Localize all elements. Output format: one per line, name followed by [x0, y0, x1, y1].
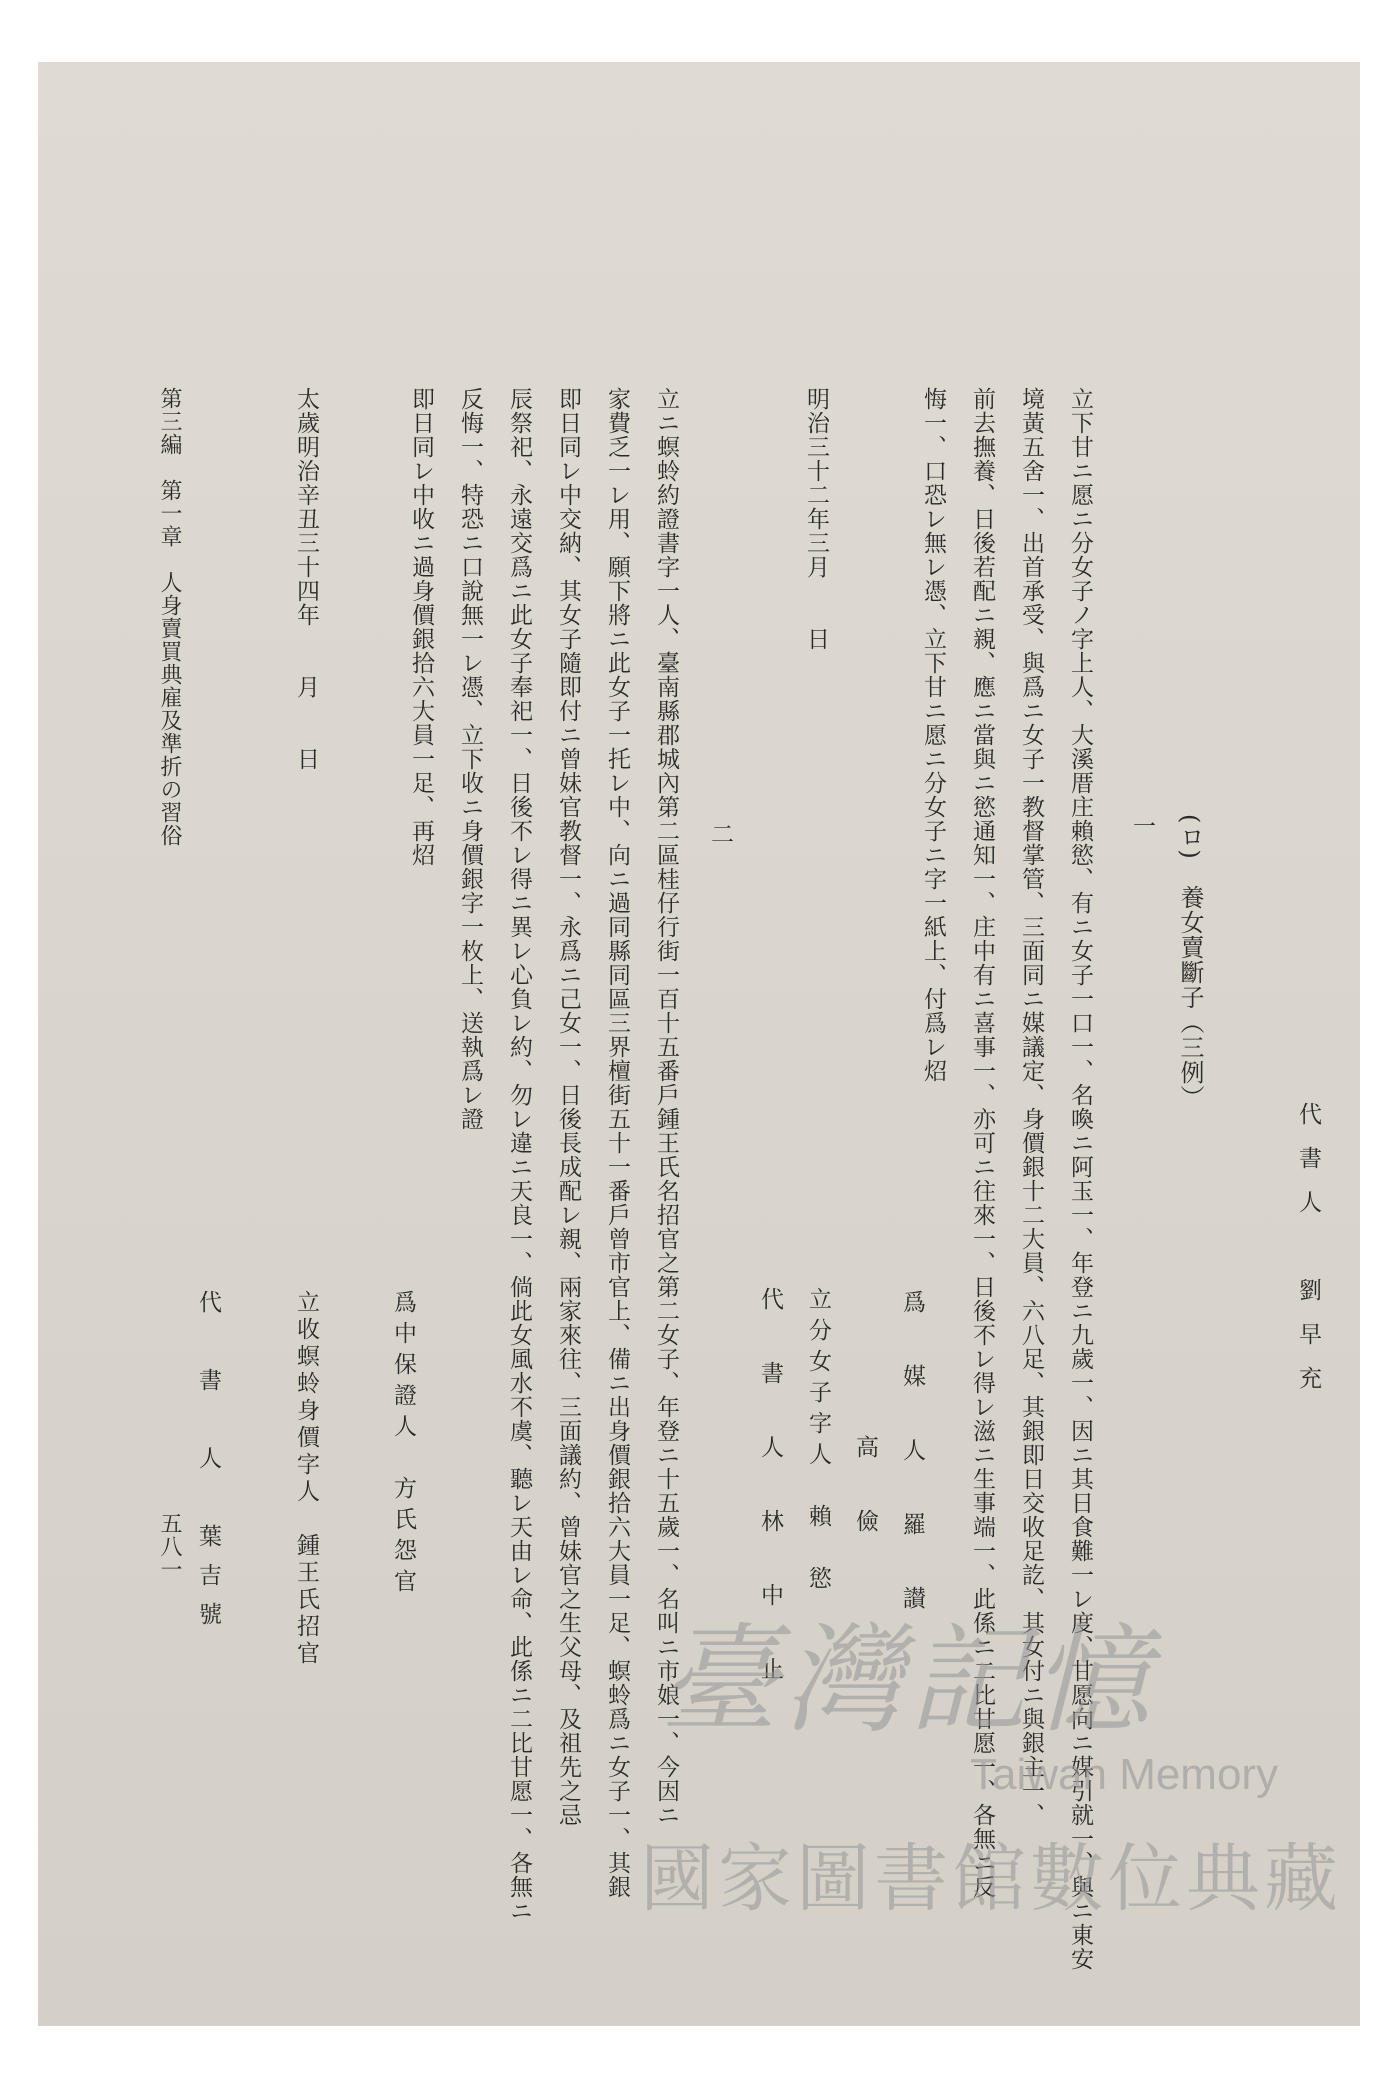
watermark-main: 臺灣記憶: [660, 1611, 1157, 1749]
doc1-body-line-3: 前去撫養、日後若配ニ親、應ニ當與ニ慾通知一、庄中有ニ喜事一、亦可ニ往來一、日後不レ得レ滋ニ生事端一、此係ニ二比甘愿一、各無ニ反: [969, 387, 995, 1899]
doc2-signer-2: 立收螟蛉身價字人 鍾王氏招官: [293, 1290, 319, 1668]
doc2-body-line-6: 即日同レ中收ニ過身價銀拾六大員一足、再炤: [408, 387, 434, 867]
page-number: 五八一: [157, 1512, 182, 1581]
doc1-body-line-4: 悔一、口恐レ無レ憑、立下甘ニ愿ニ分女子ニ字一紙上、付爲レ炤: [920, 387, 946, 1083]
doc2-signer-3: 代 書 人 葉吉號: [195, 1290, 221, 1641]
doc2-signer-1: 爲中保證人 方氏怨官: [390, 1290, 416, 1600]
document-number-1: 一: [1129, 814, 1155, 838]
doc1-signer-3: 立分女子字人 賴 慾: [805, 1287, 831, 1597]
document-page: [38, 62, 1360, 2026]
doc1-signer-1: 爲 媒 人 羅 讃: [899, 1290, 925, 1623]
doc2-date: 太歲明治辛丑三十四年 月 日: [293, 387, 319, 771]
running-head: 第三編 第一章 人身賣買典雇及準折の習俗: [157, 387, 182, 847]
doc2-body-line-1: 立ニ螟蛉約證書字一人、臺南縣郡城內第二區桂仔行街一百十五番戶鍾王氏名招官之第二女子、年登ニ十五歲一、名叫ニ市娘一、今因ニ: [653, 387, 679, 1827]
watermark-english: Taiwan Memory: [970, 1750, 1279, 1799]
doc1-signer-2: 高 儉: [852, 1435, 878, 1546]
watermark-library: 國家圖書館數位典藏: [640, 1836, 1342, 1922]
doc2-body-line-4: 辰祭祀、永遠交爲ニ此女子奉祀一、日後不レ得ニ異レ心負レ約、勿レ違ニ天良一、倘此女風水不虞、聽レ天由レ命、此係ニ二比甘愿一、各無ニ: [506, 387, 532, 1923]
doc2-body-line-5: 反悔一、特恐ニ口說無一レ憑、立下收ニ身價銀字一枚上、送執爲レ證: [457, 387, 483, 1131]
section-heading: (ロ) 養女賣斷子（三例）: [1176, 814, 1204, 1110]
doc1-body-line-2: 境黃五舍一、出首承受、與爲ニ女子一教督掌管、三面同ニ媒議定、身價銀十二大員、六八足、其銀即日交收足訖、其女付ニ與銀主一、: [1018, 387, 1044, 1827]
document-number-2: 二: [707, 822, 733, 846]
doc1-date: 明治三十二年三月 日: [803, 387, 829, 651]
doc1-signer-4: 代 書 人 林 中 止: [757, 1287, 783, 1694]
scribe-line-1: 代書人 劉早充: [1295, 1102, 1321, 1410]
doc2-body-line-3: 即日同レ中交納、其女子隨即付ニ曾妹官教督一、永爲ニ己女一、日後長成配レ親、兩家來往、三面議約、曾妹官之生父母、及祖先之忌: [555, 387, 581, 1827]
doc2-body-line-2: 家費乏一レ用、願下將ニ此女子一托レ中、向ニ過同縣同區三界檀街五十一番戶曾市官上、備ニ出身價銀拾六大員一足、螟蛉爲ニ女子一、其銀: [604, 387, 630, 1899]
doc1-body-line-1: 立下甘ニ愿ニ分女子ノ字上人、大溪厝庄賴慾、有ニ女子一口一、名喚ニ阿玉一、年登ニ九歲一、因ニ其日食難一レ度、甘愿向ニ媒引就一、與ニ東安: [1067, 387, 1093, 1971]
